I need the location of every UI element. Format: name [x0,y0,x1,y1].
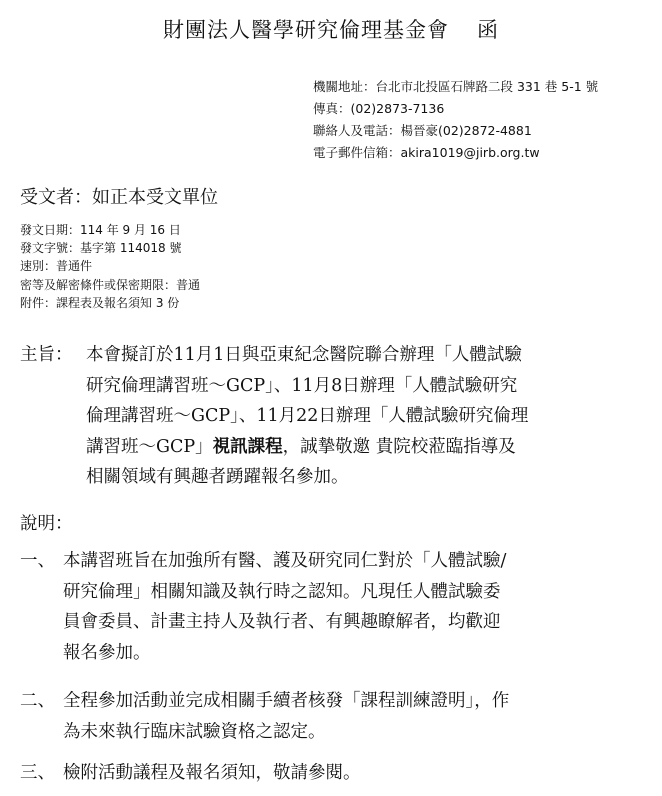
subject-line: 相關領域有興趣者踴躍報名參加。 [86,467,349,487]
subject-line: 本會擬訂於11月1日與亞東紀念醫院聯合辦理「人體試驗 [86,345,522,365]
item-text [20,758,650,789]
attachment-note: 附件：課程表及報名須知 3 份 [20,295,180,310]
subject-line-text: ，誠摯敬邀 貴院校蒞臨指導及 [282,436,516,457]
issue-date: 發文日期：114 年 9 月 16 日 [20,223,181,237]
contact-fax: 傳真：(02)2873-7136 [313,101,445,116]
item-number: 二、 [20,691,55,711]
contact-email: 電子郵件信箱：akira1019@jirb.org.tw [313,145,540,160]
video-course-emphasis: 視訊課程 [212,436,283,457]
item-line: 本講習班旨在加強所有醫、護及研究同仁對於「人體試驗/ [63,551,507,571]
subject-body [20,340,650,493]
contact-person: 聯絡人及電話：楊晉豪(02)2872-4881 [313,123,532,138]
item-line: 全程參加活動並完成相關手續者核發「課程訓練證明」，作 [63,691,510,711]
subject-line: 研究倫理講習班～GCP」、11月8日辦理「人體試驗研究 [86,375,518,396]
subject-section [20,340,650,493]
contact-address: 機關地址：台北市北投區石牌路二段 331 巷 5-1 號 [313,79,599,94]
contact-block [313,76,658,164]
secrecy-level: 密等及解密條件或保密期限：普通 [20,277,201,292]
item-text [20,546,650,668]
explanation-label: 說明： [20,514,73,534]
letter-title [0,14,662,44]
item-number: 一、 [20,551,55,571]
document-meta [20,221,200,312]
subject-line-text: 講習班～GCP」 [86,436,213,457]
subject-line [86,432,650,463]
item-line: 檢附活動議程及報名須知，敬請參閱。 [63,763,361,783]
organization-name: 財團法人醫學研究倫理基金會 [163,18,449,42]
item-text [20,686,650,747]
item-number: 三、 [20,763,55,783]
delivery-speed: 速別：普通件 [20,259,93,274]
subject-label: 主旨： [20,345,73,365]
explanation-item [20,686,650,747]
document-number: 發文字號：基字第 114018 號 [20,241,182,256]
item-line: 員會委員、計畫主持人及執行者、有興趣瞭解者，均歡迎 [63,612,501,632]
item-line: 研究倫理」相關知識及執行時之認知。凡現任人體試驗委 [63,581,501,602]
explanation-item [20,758,650,789]
explanation-item [20,546,650,668]
item-line: 為未來執行臨床試驗資格之認定。 [63,721,326,742]
recipient-line: 受文者：如正本受文單位 [20,187,218,208]
item-line: 報名參加。 [63,642,151,663]
document-type: 函 [477,18,499,42]
subject-line: 倫理講習班～GCP」、11月22日辦理「人體試驗研究倫理 [86,406,529,426]
